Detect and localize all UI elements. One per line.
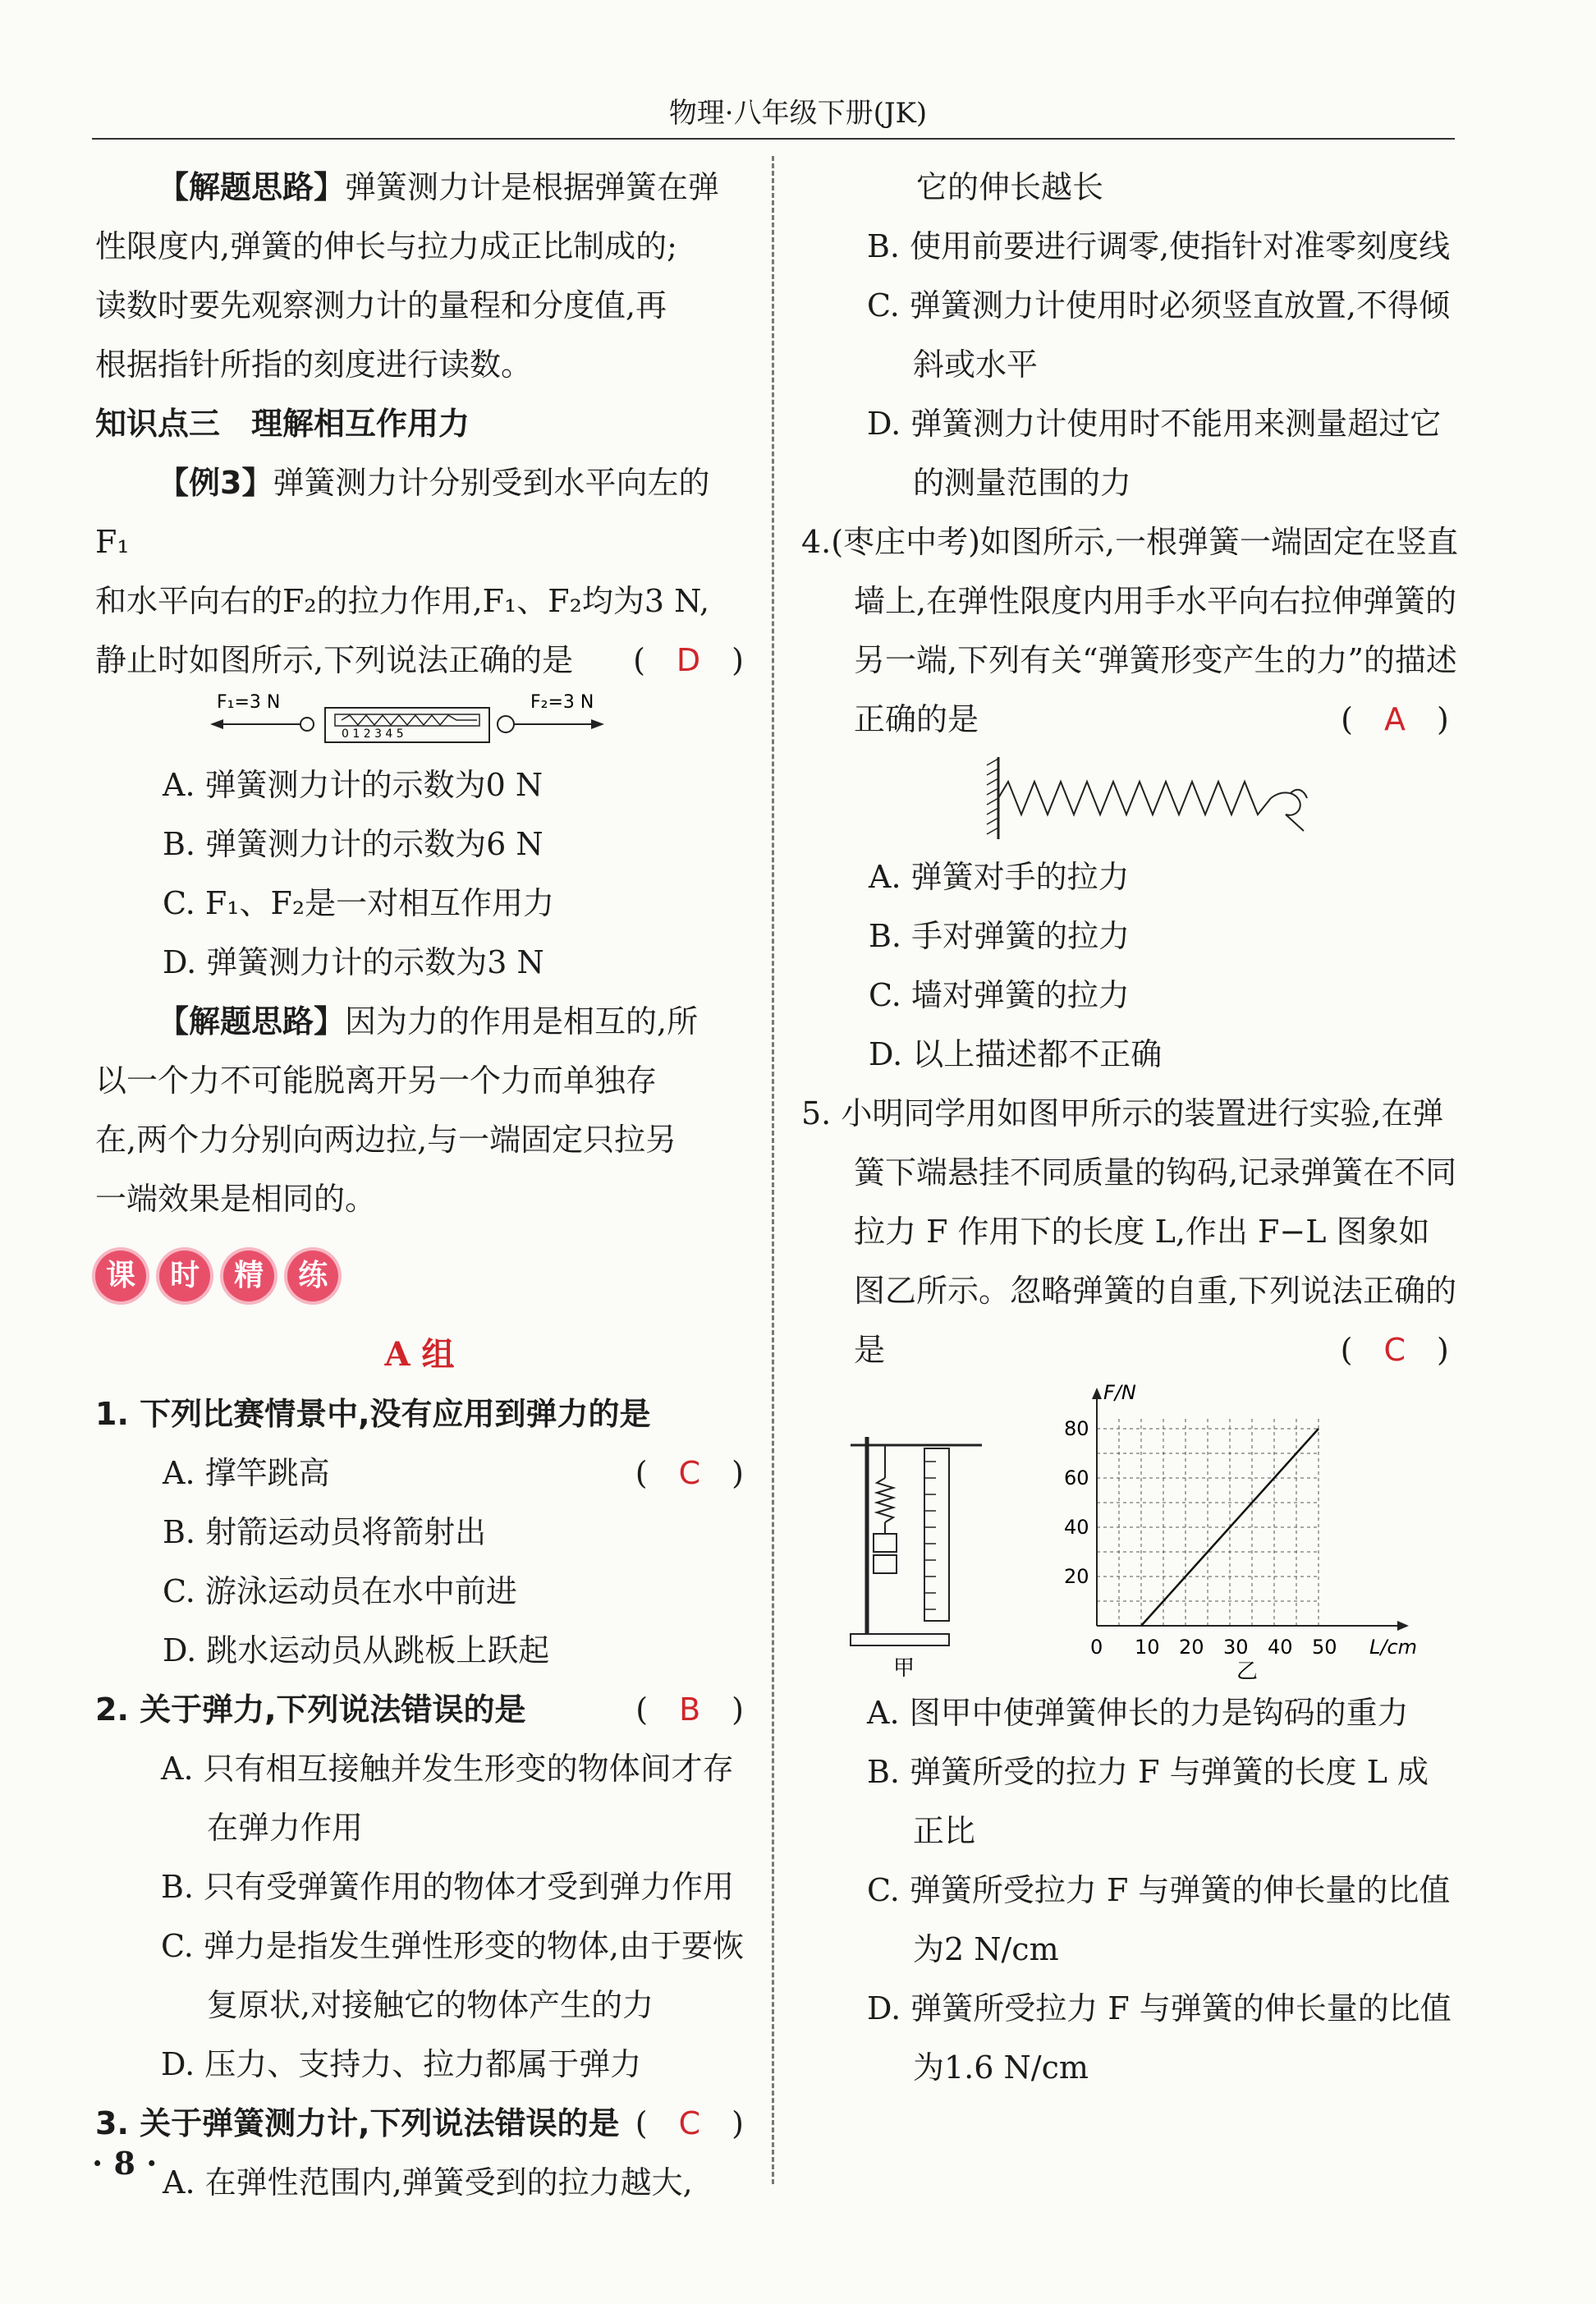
answer-q4: A: [1384, 701, 1406, 737]
question-4: 4.(枣庄中考)如图所示,一根弹簧一端固定在竖直墙上,在弹性限度内用手水平向右拉伸弹簧的另一端,下列有关“弹簧形变产生的力”的描述正确的是 ( A ): [801, 524, 1458, 737]
column-divider: [772, 156, 774, 2184]
ex3-option-a: A. 弹簧测力计的示数为0 N: [163, 767, 543, 803]
y-tick-label: 20: [1064, 1565, 1089, 1588]
y-tick-label: 80: [1064, 1417, 1089, 1440]
y-tick-labels: [1064, 1417, 1089, 1588]
x-axis-arrow: [1397, 1621, 1409, 1631]
figure-jia-label: 甲: [893, 1656, 915, 1681]
y-tick-label: 40: [1064, 1516, 1089, 1539]
x-tick-label: 30: [1223, 1636, 1249, 1659]
tip1: 【解题思路】弹簧测力计是根据弹簧在弹: [158, 169, 720, 205]
knowledge-point-3: 知识点三 理解相互作用力: [95, 406, 470, 442]
apparatus-figure: [818, 1388, 1039, 1683]
answer-q5: C: [1383, 1332, 1406, 1368]
right-column: 它的伸长越长 B. 使用前要进行调零,使指针对准零刻度线 C. 弹簧测力计使用时必须竖直放置,不得倾斜或水平 D. 弹簧测力计使用时不能用来测量超过它的测量范围的力 4.(枣庄中考)如图所示,一根弹簧一端固定在竖直墙上,在弹性限度内用手水平向右拉伸弹簧的另一端,下列有关“弹簧形变产生的力”的描述正确的是 ( A ) A. 弹簧对手的拉力 B. 手对弹簧的拉力 C. 墙对弹簧的拉力 D. 以上描述都不正确 5. 小明同学用如图甲所示的装置进行实验,在弹簧下端悬挂不同质量的钩码,记录弹簧在不同拉力 F 作用下的长度 L,作出 F−L 图象如图乙所示。忽略弹簧的自重,下列说法正确的是 ( C ) 甲 F/N L/cm 0 10 20 30 40 50 20 40 60 80 乙 A. 图甲中使弹簧伸长的力是钩码的重力 B. 弹簧所受的拉力 F 与弹簧的长度 L 成正比 C. 弹簧所受拉力 F 与弹簧的伸长量的比值为2 N/cm D. 弹簧所受拉力 F 与弹簧的伸长量的比值为1.6 N/cm: [801, 169, 1458, 2086]
y-axis-label: F/N: [1103, 1381, 1136, 1404]
section-title: 课 时 精 练: [95, 1228, 744, 1325]
y-tick-label: 60: [1064, 1466, 1089, 1489]
wall-spring-svg: [801, 749, 1458, 847]
x-tick-label: 50: [1312, 1636, 1337, 1659]
ex3-option-c: C. F₁、F₂是一对相互作用力: [163, 885, 555, 921]
figure-yi-label: 乙: [1236, 1659, 1259, 1683]
group-a-title: A 组: [384, 1335, 455, 1374]
svg-text:0 1 2 3 4 5: 0 1 2 3 4 5: [342, 727, 404, 741]
ex3-option-d: D. 弹簧测力计的示数为3 N: [163, 944, 544, 980]
x-tick-label: 40: [1268, 1636, 1293, 1659]
question-3: 3. 关于弹簧测力计,下列说法错误的是 ( C ): [95, 2105, 744, 2141]
x-tick-label: 10: [1135, 1636, 1160, 1659]
left-column: 【解题思路】弹簧测力计是根据弹簧在弹 性限度内,弹簧的伸长与拉力成正比制成的; 读数时要先观察测力计的量程和分度值,再 根据指针所指的刻度进行读数。 知识点三 理解相互作用力 【例3】弹簧测力计分别受到水平向左的F₁ 和水平向右的F₂的拉力作用,F₁、F₂均为3 N, 静止时如图所示,下列说法正确的是 ( D ) F₁=3 N F₂=3 N 0 1 2 3 4 5 A. 弹簧测力计的示数为0 N B. 弹簧测力计的示数为6 N C. F₁、F₂是一对相互作用力 D. 弹簧测力计的示数为3 N 【解题思路】因为力的作用是相互的,所 以一个力不可能脱离开另一个力而单独存 在,两个力分别向两边拉,与一端固定只拉另 一端效果是相同的。 课 时 精 练 A 组 1. 下列比赛情景中,没有应用到弹力的是 ( C ) A. 撑竿跳高 B. 射箭运动员将箭射出 C. 游泳运动员在水中前进 D. 跳水运动员从跳板上跃起 2. 关于弹力,下列说法错误的是 ( B ) A. 只有相互接触并发生形变的物体间才存在弹力作用 B. 只有受弹簧作用的物体才受到弹力作用 C. 弹力是指发生弹性形变的物体,由于要恢复原状,对接触它的物体产生的力 D. 压力、支持力、拉力都属于弹力 3. 关于弹簧测力计,下列说法错误的是 ( C ) A. 在弹性范围内,弹簧受到的拉力越大,: [95, 158, 744, 2212]
ex3-option-b: B. 弹簧测力计的示数为6 N: [163, 826, 543, 862]
x-tick-label: 20: [1179, 1636, 1204, 1659]
q5-figures: [801, 1379, 1458, 1683]
page-header: 物理·八年级下册(JK): [668, 97, 928, 130]
f-l-chart: [1048, 1379, 1425, 1683]
tip2: 【解题思路】因为力的作用是相互的,所: [158, 1003, 699, 1040]
question-1: 1. 下列比赛情景中,没有应用到弹力的是 ( C ): [95, 1396, 744, 1491]
x-tick-labels: [1090, 1636, 1337, 1659]
answer-q2: B: [679, 1691, 701, 1728]
x-axis-label: L/cm: [1369, 1636, 1418, 1659]
answer-q3: C: [678, 2105, 701, 2141]
answer-q1: C: [678, 1455, 701, 1491]
chart-grid: [1097, 1416, 1319, 1626]
header-rule: [92, 138, 1455, 140]
question-2: 2. 关于弹力,下列说法错误的是 ( B ): [95, 1691, 744, 1728]
page-number: · 8 ·: [92, 2145, 158, 2182]
question-5: 5. 小明同学用如图甲所示的装置进行实验,在弹簧下端悬挂不同质量的钩码,记录弹簧在不同拉力 F 作用下的长度 L,作出 F−L 图象如图乙所示。忽略弹簧的自重,下列说法正确的是 ( C ): [801, 1095, 1457, 1368]
svg-text:F₁=3 N: F₁=3 N: [217, 692, 281, 713]
example-3: 【例3】弹簧测力计分别受到水平向左的F₁: [95, 465, 710, 560]
answer-ex3: D: [676, 642, 701, 678]
y-axis-arrow: [1092, 1388, 1102, 1399]
svg-text:F₂=3 N: F₂=3 N: [530, 692, 594, 713]
wall-spring-figure: [801, 749, 1458, 847]
x-tick-label: 0: [1090, 1636, 1103, 1659]
spring-scale-figure: [95, 690, 744, 755]
spring-scale-svg: [95, 690, 744, 755]
